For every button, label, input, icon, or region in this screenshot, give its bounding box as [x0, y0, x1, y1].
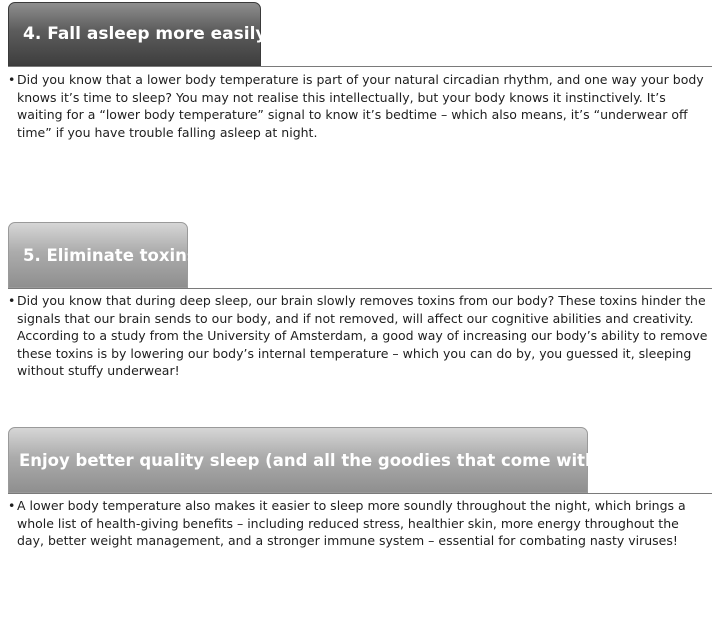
bullet-glyph: • [8, 293, 16, 308]
section-heading-text: 4. Fall asleep more easily [23, 24, 267, 44]
section-heading-text: Enjoy better quality sleep (and all the goodies that come with it) [19, 450, 624, 470]
paragraph [8, 497, 708, 550]
bullet-glyph: • [8, 72, 16, 87]
paragraph-text: A lower body temperature also makes it easier to sleep more soundly throughout the night, which brings a whole list of health-giving benefits – including reduced stress, healthier skin, more energy throughout the day, better weight management, and a stronger immune system – essential for combating nasty viruses! [17, 498, 686, 548]
section-heading-eliminate-toxins [8, 222, 197, 288]
paragraph [8, 71, 708, 141]
section-divider [8, 288, 712, 289]
section-heading-fall-asleep [8, 2, 267, 66]
section-heading-text: 5. Eliminate toxins [23, 245, 197, 265]
bullet-glyph: • [8, 498, 16, 513]
section-body-eliminate-toxins [8, 292, 708, 380]
paragraph [8, 292, 708, 327]
section-body-fall-asleep [8, 71, 708, 141]
paragraph-text: Did you know that a lower body temperature is part of your natural circadian rhythm, and one way your body knows it’s time to sleep? You may not realise this intellectually, but your body knows it instinctively. It’s waiting for a “lower body temperature” signal to know it’s bedtime – which also means, it’s “underwear off time” if you have trouble falling asleep at night. [17, 72, 704, 140]
section-divider [8, 493, 712, 494]
paragraph [17, 327, 708, 380]
section-body-better-sleep [8, 497, 708, 550]
paragraph-text: Did you know that during deep sleep, our brain slowly removes toxins from our body? These toxins hinder the signals that our brain sends to our body, and if not removed, will affect our cognitive abilities and creativity. [17, 293, 706, 326]
section-heading-better-sleep [8, 427, 624, 493]
paragraph-text: According to a study from the University of Amsterdam, a good way of increasing our body’s ability to remove these toxins is by lowering our body’s internal temperature – which you can do by, you guessed it, sleeping without stuffy underwear! [17, 328, 708, 378]
section-divider [8, 66, 712, 67]
